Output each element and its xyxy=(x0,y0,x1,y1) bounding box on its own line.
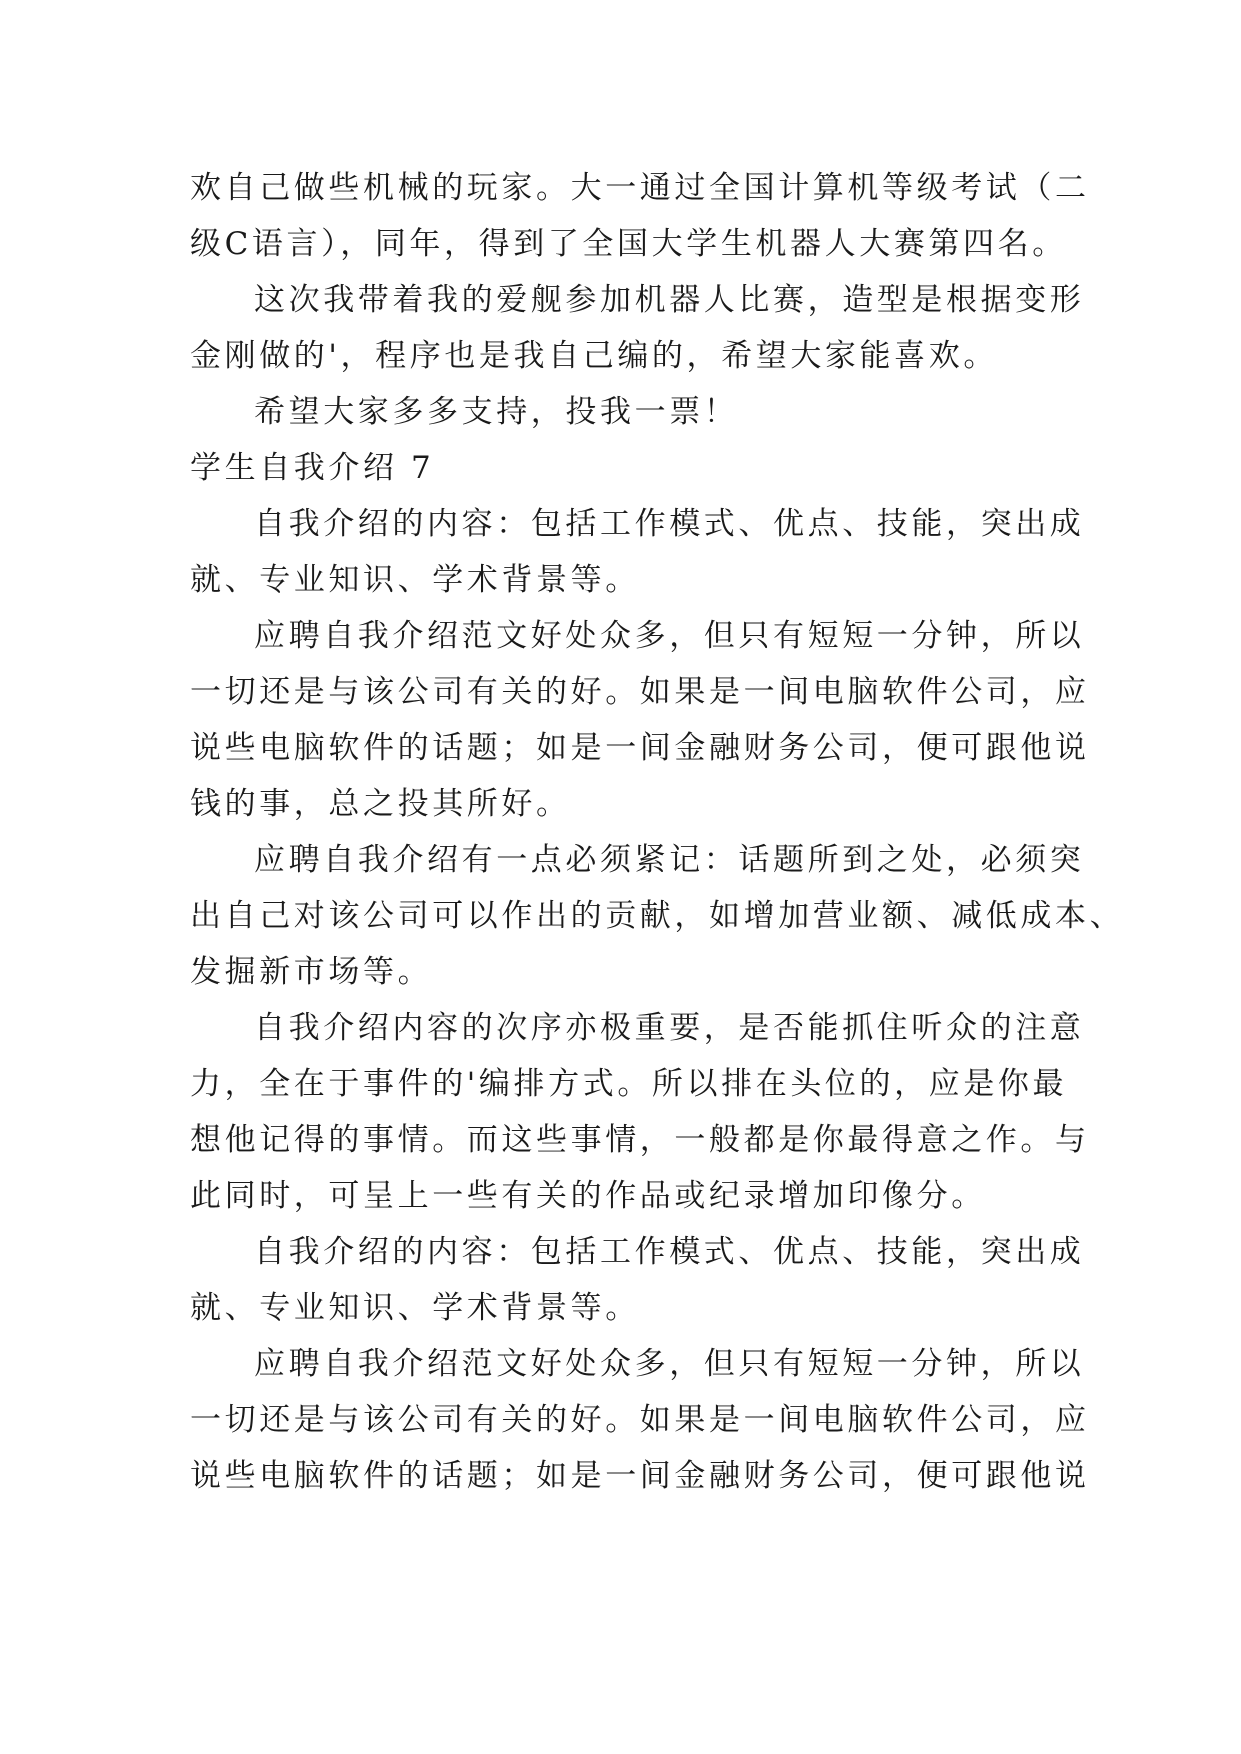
paragraph-first-line: 这次我带着我的爱舰参加机器人比赛，造型是根据变形 xyxy=(254,282,1085,318)
text-line: 力，全在于事件的'编排方式。所以排在头位的，应是你最 xyxy=(190,1066,1068,1102)
text-line: 就、专业知识、学术背景等。 xyxy=(190,562,640,598)
text-line: 说些电脑软件的话题；如是一间金融财务公司，便可跟他说 xyxy=(190,1458,1090,1494)
paragraph-first-line: 应聘自我介绍范文好处众多，但只有短短一分钟，所以 xyxy=(254,1346,1085,1382)
text-line: 级C语言），同年，得到了全国大学生机器人大赛第四名。 xyxy=(190,226,1067,262)
text-line: 一切还是与该公司有关的好。如果是一间电脑软件公司，应 xyxy=(190,1402,1090,1438)
text-line: 此同时，可呈上一些有关的作品或纪录增加印像分。 xyxy=(190,1178,986,1214)
text-line: 想他记得的事情。而这些事情，一般都是你最得意之作。与 xyxy=(190,1122,1090,1158)
text-line: 金刚做的'，程序也是我自己编的，希望大家能喜欢。 xyxy=(190,338,998,374)
paragraph-first-line: 希望大家多多支持，投我一票！ xyxy=(254,394,739,430)
paragraph-first-line: 自我介绍的内容：包括工作模式、优点、技能，突出成 xyxy=(254,506,1085,542)
text-line: 欢自己做些机械的玩家。大一通过全国计算机等级考试（二 xyxy=(190,170,1090,206)
text-line: 说些电脑软件的话题；如是一间金融财务公司，便可跟他说 xyxy=(190,730,1090,766)
text-line: 出自己对该公司可以作出的贡献，如增加营业额、减低成本、 xyxy=(190,898,1125,934)
paragraph-first-line: 自我介绍内容的次序亦极重要，是否能抓住听众的注意 xyxy=(254,1010,1085,1046)
text-line: 钱的事，总之投其所好。 xyxy=(190,786,571,822)
section-heading: 学生自我介绍 7 xyxy=(190,450,435,486)
text-line: 发掘新市场等。 xyxy=(190,954,433,990)
paragraph-first-line: 应聘自我介绍有一点必须紧记：话题所到之处，必须突 xyxy=(254,842,1085,878)
paragraph-first-line: 自我介绍的内容：包括工作模式、优点、技能，突出成 xyxy=(254,1234,1085,1270)
paragraph-first-line: 应聘自我介绍范文好处众多，但只有短短一分钟，所以 xyxy=(254,618,1085,654)
text-line: 就、专业知识、学术背景等。 xyxy=(190,1290,640,1326)
text-line: 一切还是与该公司有关的好。如果是一间电脑软件公司，应 xyxy=(190,674,1090,710)
